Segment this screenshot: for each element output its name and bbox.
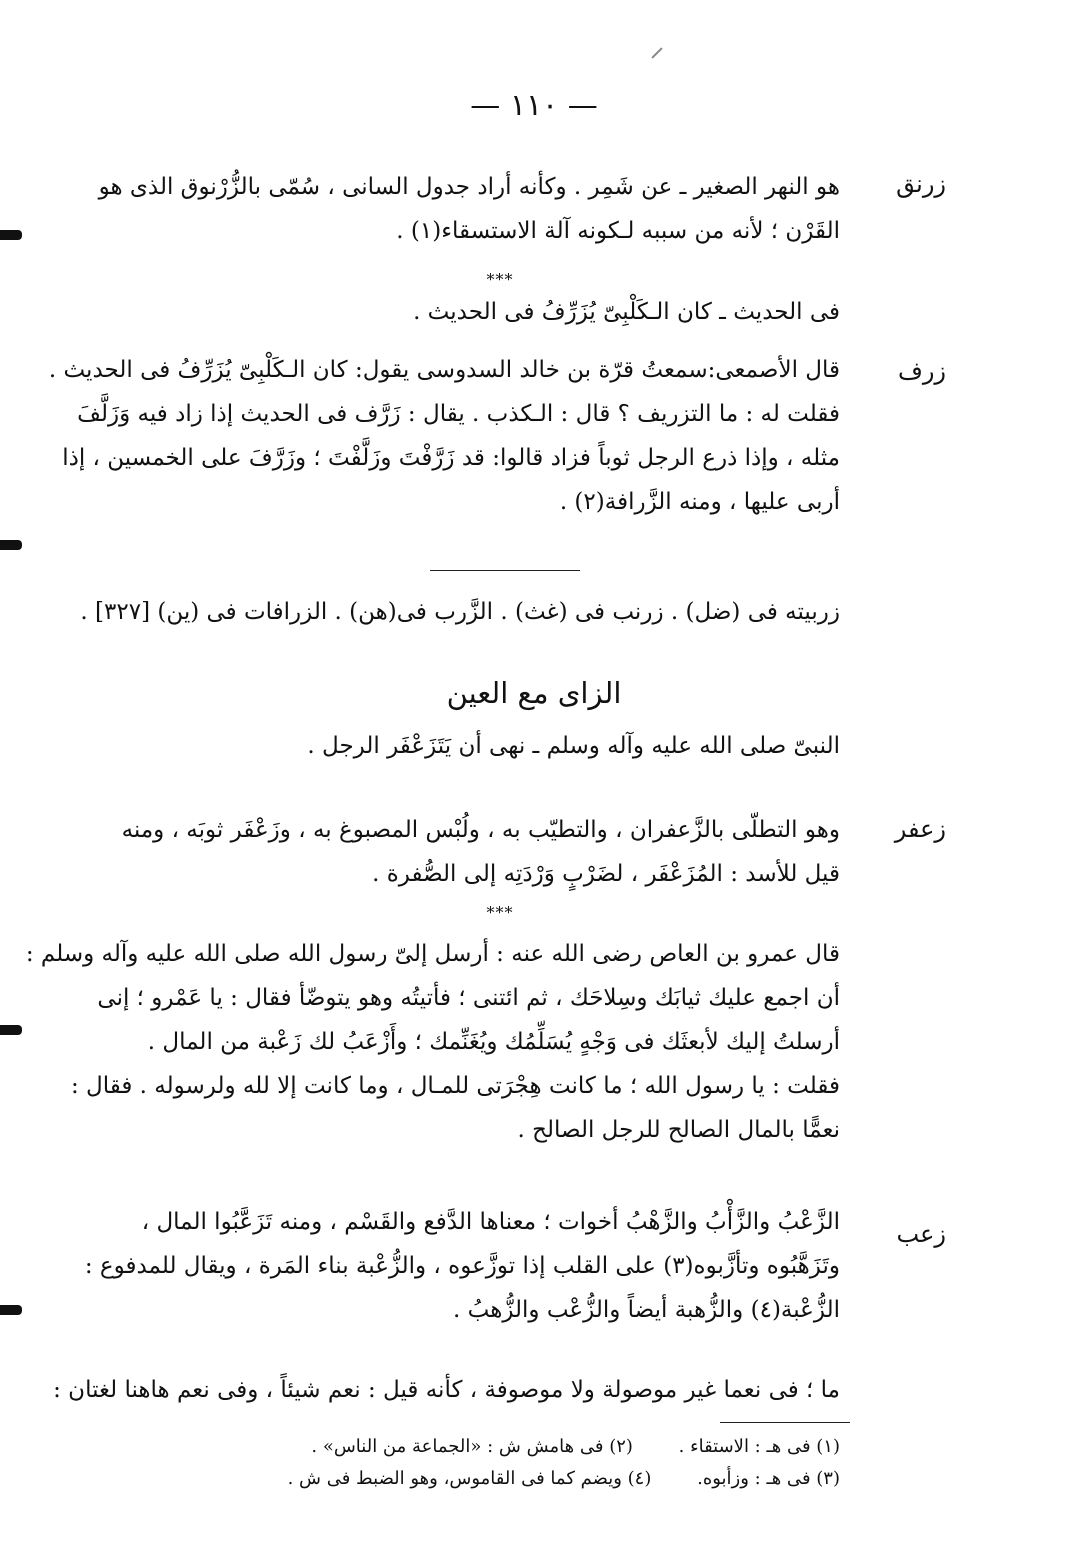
cross-references — [80, 590, 840, 634]
text-line: قال الأصمعى:سمعتُ قرّة بن خالد السدوسى يقول: كان الـكَلْبِىّ يُزَرِّفُ فى الحديث . — [48, 357, 840, 383]
text-line: هو النهر الصغير ـ عن شَمِر . وكأنه أراد جدول السانى ، سُمّى بالزُّرْنوق الذى هو — [98, 174, 840, 200]
footnote: (٤) ويضم كما فى القاموس، وهو الضبط فى ش . — [287, 1468, 652, 1489]
footnote-rule — [720, 1422, 850, 1423]
binding-mark — [0, 1025, 22, 1035]
binding-mark — [0, 540, 22, 550]
hadith-zafar — [126, 724, 840, 768]
text-line: فقلت : يا رسول الله ؛ ما كانت هِجْرَتى للمـال ، وما كانت إلا لله ولرسوله . فقال : — [70, 1073, 840, 1099]
text-line: الزَّعْبُ والزَّأْبُ والزَّهْبُ أخوات ؛ معناها الدَّفع والقَسْم ، ومنه تَزَعَّبُوا المال ، — [141, 1209, 840, 1235]
hadith-line: النبىّ صلى الله عليه وآله وسلم ـ نهى أن يَتَزَعْفَر الرجل . — [307, 733, 840, 759]
entry-zaraf-text — [48, 348, 840, 524]
nima-paragraph — [53, 1368, 840, 1412]
binding-mark — [0, 230, 22, 240]
separator-stars: *** — [486, 270, 514, 289]
entry-head-zarnaq: زرنق — [896, 170, 946, 198]
text-line: قال عمرو بن العاص رضى الله عنه : أرسل إلىّ رسول الله صلى الله عليه وآله وسلم : — [25, 941, 840, 967]
hadith-zaraf — [126, 290, 840, 334]
hadith-line: فى الحديث ـ كان الـكَلْبِىّ يُزَرِّفُ فى الحديث . — [413, 299, 840, 325]
footnotes-row-1 — [271, 1436, 840, 1457]
text-line: وتَزَهَّبُوه وتأزَّبوه(٣) على القلب إذا توزَّعوه ، والزُّعْبة بناء المَرة ، ويقال للمدفوع : — [84, 1253, 840, 1279]
text-line: أن اجمع عليك ثيابَك وسِلاحَك ، ثم ائتنى ؛ فأتيتُه وهو يتوضّأ فقال : يا عَمْرو ؛ إنى — [97, 985, 840, 1011]
text-line: ما ؛ فى نعما غير موصولة ولا موصوفة ، كأنه قيل : نعم شيئاً ، وفى نعم هاهنا لغتان : — [53, 1377, 840, 1403]
text-line: وهو التطلّى بالزَّعفران ، والتطيّب به ، ولُبْس المصبوغ به ، وزَعْفَر ثوبَه ، ومنه — [121, 817, 840, 843]
entry-head-zaraf: زرف — [897, 357, 946, 385]
binding-mark — [0, 1305, 22, 1315]
text-line: قيل للأسد : المُزَعْفَر ، لضَرْبٍ وَرْدَتِه إلى الصُّفرة . — [372, 861, 840, 887]
entry-head-zafar: زعفر — [894, 815, 946, 843]
text-line: القَرْن ؛ لأنه من سببه لـكونه آلة الاستسقاء(١) . — [396, 218, 840, 244]
footnotes-row-2 — [248, 1468, 840, 1489]
entry-zarnaq-text — [98, 165, 840, 253]
text-line: أربى عليها ، ومنه الزَّرافة(٢) . — [559, 489, 840, 515]
crossref-line: زربيته فى (ضل) . زرنب فى (غث) . الزَّرب فى(هن) . الزرافات فى (ين) [٣٢٧] . — [80, 599, 840, 625]
entry-zafar-text — [121, 808, 840, 896]
separator-stars: *** — [486, 903, 514, 922]
text-line: أرسلتُ إليك لأبعثَك فى وَجْهٍ يُسَلِّمُك ويُغَنِّمك ؛ وأَزْعَبُ لك زَعْبة من المال . — [147, 1029, 840, 1055]
entry-zaab-text — [84, 1200, 840, 1332]
text-line: نعمًّا بالمال الصالح للرجل الصالح . — [517, 1117, 840, 1143]
text-line: مثله ، وإذا ذرع الرجل ثوباً فزاد قالوا: قد زَرَّفْتَ وزَلَّفْتَ ؛ وزَرَّفَ على الخمسين ، إذا — [62, 445, 840, 471]
footnote: (٢) فى هامش ش : «الجماعة من الناس» . — [311, 1436, 633, 1457]
entry-head-zaab: زعب — [896, 1220, 946, 1248]
section-title: الزاى مع العين — [446, 676, 622, 710]
divider — [430, 570, 580, 571]
amr-narration — [25, 932, 840, 1152]
text-line: فقلت له : ما التزريف ؟ قال : الـكذب . يقال : زَرَّف فى الحديث إذا زاد فيه وَزَلَّفَ — [77, 401, 840, 427]
footnote: (١) فى هـ : الاستقاء . — [678, 1436, 840, 1457]
footnote: (٣) فى هـ : وزأبوه. — [697, 1468, 840, 1489]
page-scratch-mark — [651, 47, 662, 58]
page-number: — ١١٠ — — [470, 88, 598, 123]
text-line: الزُّعْبة(٤) والزُّهبة أيضاً والزُّعْب والزُّهبُ . — [452, 1297, 840, 1323]
